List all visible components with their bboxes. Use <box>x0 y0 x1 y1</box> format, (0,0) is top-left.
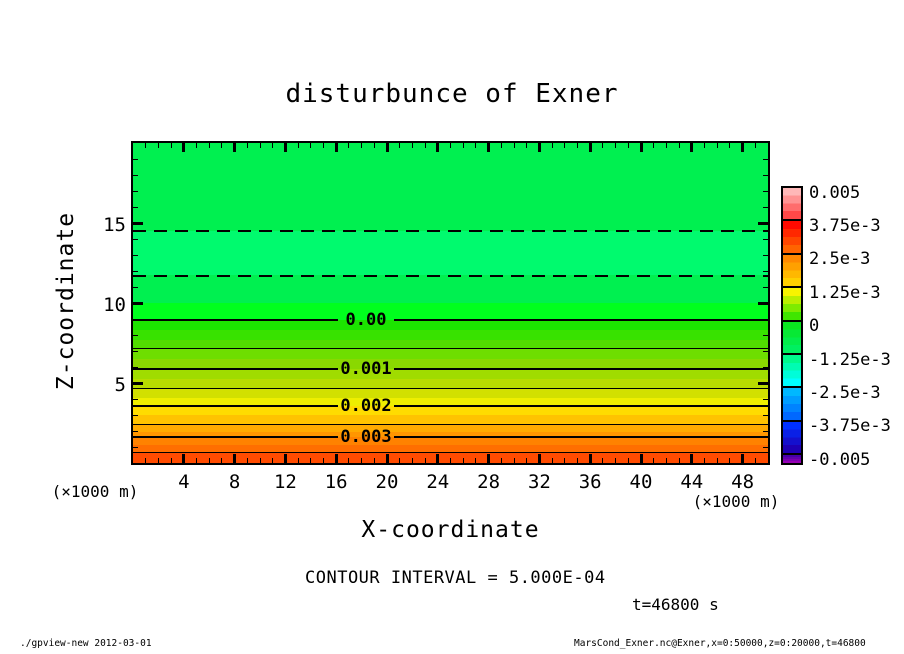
x-axis-tick <box>717 458 718 463</box>
colorbar-tick-label: 3.75e-3 <box>809 215 881 236</box>
x-axis-tick <box>538 454 541 463</box>
x-axis-tick <box>463 143 464 148</box>
contour-line-thin <box>133 388 768 389</box>
x-axis-tick <box>436 454 439 463</box>
x-axis-tick <box>704 458 705 463</box>
x-axis-tick <box>196 458 197 463</box>
colorbar-tick-label: 0.005 <box>809 182 861 203</box>
contour-line-label: 0.001 <box>340 359 392 379</box>
x-axis-tick <box>145 458 146 463</box>
y-axis-tick <box>763 335 768 336</box>
contour-line-thick <box>394 319 768 321</box>
x-axis-tick <box>284 143 287 152</box>
x-axis-tick <box>374 143 375 148</box>
x-axis-tick <box>741 454 744 463</box>
contour-fill-band <box>133 369 768 379</box>
x-tick-label: 12 <box>273 471 297 493</box>
contour-fill-band <box>133 415 768 424</box>
x-axis-tick <box>348 143 349 148</box>
x-axis-tick <box>272 143 273 148</box>
colorbar-segment <box>783 455 801 463</box>
colorbar-segment <box>783 422 801 455</box>
x-axis-tick <box>386 454 389 463</box>
x-axis-tick <box>729 458 730 463</box>
x-axis-tick <box>690 454 693 463</box>
x-axis-tick <box>666 143 667 148</box>
contour-fill-band <box>133 445 768 452</box>
y-axis-tick <box>133 191 138 192</box>
x-axis-tick <box>602 458 603 463</box>
x-axis-tick <box>284 454 287 463</box>
x-axis-tick <box>361 458 362 463</box>
y-axis-tick <box>758 222 768 225</box>
x-axis-tick <box>704 143 705 148</box>
x-axis-tick <box>335 143 338 152</box>
x-axis-tick <box>233 143 236 152</box>
x-axis-tick <box>247 458 248 463</box>
y-axis-tick <box>763 415 768 416</box>
footer-program-stamp: ./gpview-new 2012-03-01 <box>20 638 152 649</box>
contour-plot-area <box>133 143 768 463</box>
colorbar-tick-label: -2.5e-3 <box>809 382 881 403</box>
y-axis-unit: (×1000 m) <box>51 482 139 501</box>
colorbar-tick-label: -1.25e-3 <box>809 349 891 370</box>
y-axis-tick <box>763 399 768 400</box>
x-tick-label: 32 <box>527 471 551 493</box>
colorbar-segment <box>783 221 801 254</box>
contour-line-thin <box>133 348 768 349</box>
x-axis-tick <box>374 458 375 463</box>
x-tick-label: 40 <box>629 471 653 493</box>
contour-line-label: 0.003 <box>340 427 392 447</box>
y-axis-tick <box>763 159 768 160</box>
x-axis-tick <box>399 458 400 463</box>
x-axis-tick <box>628 143 629 148</box>
x-axis-tick <box>615 458 616 463</box>
colorbar-tick-label: 0 <box>809 316 820 337</box>
contour-fill-band <box>133 437 768 445</box>
x-axis-tick <box>514 458 515 463</box>
x-axis-tick <box>182 143 185 152</box>
contour-line-label: 0.002 <box>340 396 392 416</box>
x-axis-tick <box>221 458 222 463</box>
colorbar-tick-label: 1.25e-3 <box>809 282 881 303</box>
y-axis-tick <box>133 159 138 160</box>
x-axis-tick <box>310 458 311 463</box>
x-axis-tick <box>158 143 159 148</box>
x-axis-tick <box>412 458 413 463</box>
x-axis-tick <box>577 143 578 148</box>
y-axis-tick <box>133 447 138 448</box>
x-tick-label: 28 <box>477 471 501 493</box>
x-tick-label: 36 <box>578 471 602 493</box>
x-axis-tick <box>552 143 553 148</box>
y-axis-tick <box>763 447 768 448</box>
y-axis-tick <box>133 351 138 352</box>
y-axis-tick <box>133 382 143 385</box>
x-axis-tick <box>653 458 654 463</box>
x-axis-tick <box>425 143 426 148</box>
x-axis-tick <box>552 458 553 463</box>
contour-line-thick <box>133 436 338 438</box>
x-axis-tick <box>323 143 324 148</box>
x-axis-tick <box>335 454 338 463</box>
colorbar-segment <box>783 388 801 421</box>
y-axis-tick <box>133 207 138 208</box>
contour-fill-band <box>133 389 768 398</box>
x-axis-tick <box>628 458 629 463</box>
time-label: t=46800 s <box>632 595 719 614</box>
x-tick-label: 20 <box>375 471 399 493</box>
x-axis-tick <box>158 458 159 463</box>
y-axis-tick <box>133 367 138 368</box>
y-axis-tick <box>133 271 138 272</box>
x-axis-tick <box>755 458 756 463</box>
x-axis-tick <box>425 458 426 463</box>
y-axis-tick <box>763 191 768 192</box>
x-axis-label: X-coordinate <box>361 517 540 543</box>
x-axis-tick <box>538 143 541 152</box>
x-axis-tick <box>717 143 718 148</box>
y-axis-tick <box>763 207 768 208</box>
contour-fill-band <box>133 303 768 320</box>
x-axis-tick <box>272 458 273 463</box>
x-axis-tick <box>171 458 172 463</box>
contour-fill-band <box>133 349 768 359</box>
y-axis-tick <box>763 319 768 320</box>
y-axis-tick <box>133 415 138 416</box>
x-axis-tick <box>221 143 222 148</box>
x-tick-label: 8 <box>228 471 241 493</box>
x-axis-unit: (×1000 m) <box>692 492 780 511</box>
x-axis-tick <box>589 143 592 152</box>
y-axis-tick <box>758 302 768 305</box>
x-axis-tick <box>412 143 413 148</box>
contour-line-thick <box>133 319 338 321</box>
y-axis-tick <box>763 175 768 176</box>
x-tick-label: 16 <box>324 471 348 493</box>
x-axis-tick <box>196 143 197 148</box>
contour-fill-band <box>133 424 768 432</box>
x-axis-tick <box>690 143 693 152</box>
contour-line-label: 0.00 <box>345 310 387 330</box>
x-axis-tick <box>450 143 451 148</box>
x-axis-tick <box>679 143 680 148</box>
y-axis-tick <box>763 431 768 432</box>
colorbar <box>781 186 803 465</box>
x-axis-tick <box>666 458 667 463</box>
y-tick-label: 10 <box>103 293 126 316</box>
x-axis-tick <box>487 143 490 152</box>
x-axis-tick <box>602 143 603 148</box>
x-axis-tick <box>399 143 400 148</box>
x-axis-tick <box>564 143 565 148</box>
x-axis-tick <box>475 143 476 148</box>
y-axis-tick <box>763 367 768 368</box>
contour-fill-band <box>133 275 768 303</box>
x-axis-tick <box>741 143 744 152</box>
x-axis-tick <box>348 458 349 463</box>
x-axis-tick <box>615 143 616 148</box>
contour-fill-band <box>133 406 768 415</box>
y-tick-label: 5 <box>114 373 126 396</box>
x-tick-label: 48 <box>731 471 755 493</box>
x-axis-tick <box>361 143 362 148</box>
contour-fill-band <box>133 330 768 340</box>
y-axis-tick <box>763 271 768 272</box>
colorbar-tick-label: -3.75e-3 <box>809 416 891 437</box>
x-axis-tick <box>475 458 476 463</box>
y-tick-label: 15 <box>103 213 126 236</box>
x-axis-tick <box>564 458 565 463</box>
x-axis-tick <box>589 454 592 463</box>
y-axis-tick <box>133 175 138 176</box>
contour-line-thick <box>394 405 768 407</box>
x-axis-tick <box>679 458 680 463</box>
y-axis-tick <box>758 382 768 385</box>
colorbar-segment <box>783 255 801 288</box>
x-axis-tick <box>640 143 643 152</box>
x-axis-tick <box>501 458 502 463</box>
contour-line-dashed <box>133 275 768 277</box>
y-axis-tick <box>133 302 143 305</box>
y-axis-label: Z-coordinate <box>53 211 79 391</box>
x-axis-tick <box>755 143 756 148</box>
y-axis-tick <box>763 255 768 256</box>
x-tick-label: 44 <box>680 471 704 493</box>
x-axis-tick <box>298 458 299 463</box>
contour-line-thick <box>394 436 768 438</box>
contour-line-dashed <box>133 230 768 232</box>
contour-plot-frame <box>131 141 770 465</box>
x-axis-tick <box>260 458 261 463</box>
y-axis-tick <box>133 287 138 288</box>
x-axis-tick <box>171 143 172 148</box>
y-axis-tick <box>133 255 138 256</box>
x-axis-tick <box>386 143 389 152</box>
y-axis-tick <box>763 351 768 352</box>
x-axis-tick <box>233 454 236 463</box>
y-axis-tick <box>133 431 138 432</box>
x-axis-tick <box>323 458 324 463</box>
colorbar-segment <box>783 288 801 321</box>
contour-line-thin <box>133 452 768 453</box>
contour-fill-band <box>133 143 768 231</box>
x-axis-tick <box>463 458 464 463</box>
x-axis-tick <box>247 143 248 148</box>
x-axis-tick <box>145 143 146 148</box>
x-axis-tick <box>310 143 311 148</box>
x-axis-tick <box>526 458 527 463</box>
x-axis-tick <box>526 143 527 148</box>
x-axis-tick <box>577 458 578 463</box>
contour-fill-band <box>133 320 768 330</box>
x-axis-tick <box>209 143 210 148</box>
x-axis-tick <box>436 143 439 152</box>
footer-data-source: MarsCond_Exner.nc@Exner,x=0:50000,z=0:20000,t=46800 <box>574 638 866 649</box>
contour-fill-band <box>133 231 768 275</box>
contour-interval-note: CONTOUR INTERVAL = 5.000E-04 <box>305 568 606 588</box>
y-axis-tick <box>763 239 768 240</box>
x-tick-label: 24 <box>426 471 450 493</box>
x-axis-tick <box>182 454 185 463</box>
y-axis-tick <box>133 239 138 240</box>
x-axis-tick <box>653 143 654 148</box>
x-axis-tick <box>450 458 451 463</box>
y-axis-tick <box>133 335 138 336</box>
y-axis-tick <box>763 287 768 288</box>
x-axis-tick <box>501 143 502 148</box>
y-axis-tick <box>133 222 143 225</box>
y-axis-tick <box>133 319 138 320</box>
x-axis-tick <box>729 143 730 148</box>
x-axis-tick <box>640 454 643 463</box>
contour-line-thick <box>133 368 338 370</box>
colorbar-tick-label: -0.005 <box>809 449 871 470</box>
colorbar-segment <box>783 188 801 221</box>
page-title: disturbunce of Exner <box>285 79 619 109</box>
colorbar-tick-label: 2.5e-3 <box>809 249 871 270</box>
x-axis-tick <box>298 143 299 148</box>
x-axis-tick <box>260 143 261 148</box>
colorbar-segment <box>783 322 801 355</box>
x-axis-tick <box>209 458 210 463</box>
colorbar-segment <box>783 355 801 388</box>
contour-line-thick <box>133 405 338 407</box>
x-axis-tick <box>514 143 515 148</box>
contour-line-thick <box>394 368 768 370</box>
contour-line-thin <box>133 424 768 425</box>
x-axis-tick <box>487 454 490 463</box>
x-tick-label: 4 <box>178 471 190 493</box>
y-axis-tick <box>133 399 138 400</box>
